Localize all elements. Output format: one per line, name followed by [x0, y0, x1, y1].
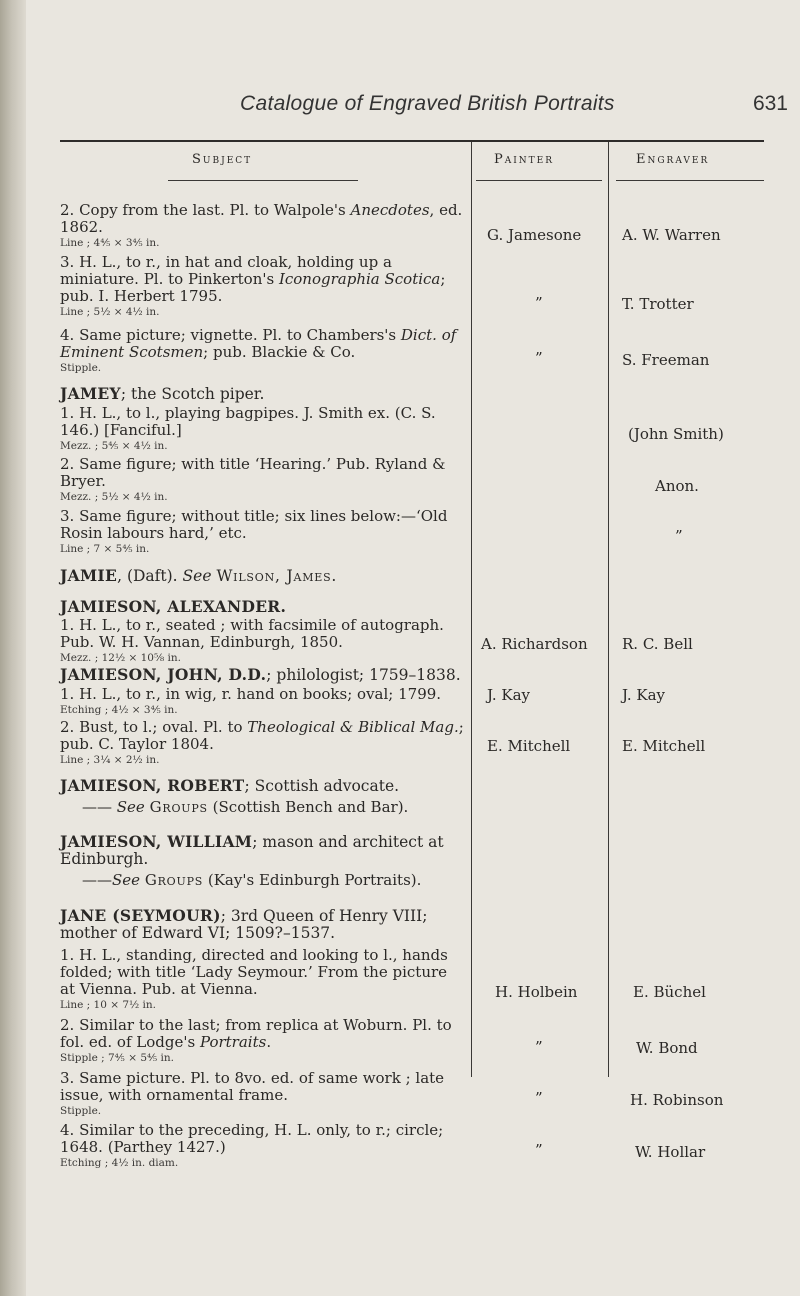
entry-jamey-old-rosin — [60, 508, 465, 556]
entry-description: 1. H. L., standing, directed and looking to l., hands folded; with title ‘Lady Seymour.’ From the picture at Vienna. Pub. at Vienna. — [60, 946, 448, 998]
column-divider-subject-painter — [471, 142, 472, 1077]
entry-description: 3. Same figure; without title; six lines below:—‘Old Rosin labours hard,’ etc. — [60, 507, 448, 542]
entry-description: 2. Same figure; with title ‘Hearing.’ Pub. Ryland & Bryer. — [60, 455, 446, 490]
entry-jamieson-alexander-seated — [60, 617, 465, 665]
entry-description: 1. H. L., to r., seated ; with facsimile of autograph. Pub. W. H. Vannan, Edinburgh, 1850. — [60, 616, 444, 651]
entry-description: 2. Copy from the last. Pl. to Walpole's Anecdotes, ed. 1862. — [60, 201, 463, 236]
engraver-header-rule — [616, 180, 764, 181]
entry-medium-size: Line ; 5½ × 4½ in. — [60, 306, 160, 318]
engraver-name: E. Büchel — [633, 983, 706, 1001]
engraver-name: J. Kay — [622, 686, 666, 704]
entry-medium-size: Mezz. ; 5½ × 4½ in. — [60, 491, 168, 503]
see-also-groups-bench: —— See Groups (Scottish Bench and Bar). — [82, 798, 409, 816]
entry-jane-8vo — [60, 1070, 465, 1118]
engraver-column-header: Engraver — [636, 152, 710, 167]
engraver-ditto-mark: ” — [675, 527, 683, 545]
heading-jamieson-john: JAMIESON, JOHN, D.D.; philologist; 1759–1838. — [60, 665, 461, 684]
heading-jamey: JAMEY; the Scotch piper. — [60, 384, 265, 403]
painter-ditto-mark: ” — [535, 1141, 543, 1159]
entry-jamesone-vignette — [60, 327, 465, 375]
entry-medium-size: Mezz. ; 5⅘ × 4½ in. — [60, 440, 168, 452]
painter-ditto-mark: ” — [535, 1038, 543, 1056]
entry-medium-size: Etching ; 4½ in. diam. — [60, 1157, 179, 1169]
entry-medium-size: Stipple. — [60, 362, 102, 374]
subject-column-header: Subject — [192, 152, 253, 167]
entry-medium-size: Line ; 3¼ × 2½ in. — [60, 754, 160, 766]
painter-ditto-mark: ” — [535, 1089, 543, 1107]
entry-description: 2. Similar to the last; from replica at Woburn. Pl. to fol. ed. of Lodge's Portraits. — [60, 1016, 452, 1051]
entry-description: 3. H. L., to r., in hat and cloak, holding up a miniature. Pl. to Pinkerton's Iconographia Scotica; pub. I. Herbert 1795. — [60, 253, 446, 305]
catalogue-page — [60, 0, 788, 1296]
entry-jane-woburn — [60, 1017, 465, 1065]
entry-medium-size: Line ; 4⅘ × 3⅘ in. — [60, 237, 160, 249]
table-top-rule — [60, 140, 764, 142]
entry-description: 3. Same picture. Pl. to 8vo. ed. of same work ; late issue, with ornamental frame. — [60, 1069, 445, 1104]
entry-description: 1. H. L., to l., playing bagpipes. J. Smith ex. (C. S. 146.) [Fanciful.] — [60, 404, 436, 439]
column-divider-painter-engraver — [608, 142, 609, 1077]
entry-jamesone-miniature — [60, 254, 465, 319]
heading-jamie: JAMIE, (Daft). See Wilson, James. — [60, 566, 338, 585]
engraver-name: E. Mitchell — [622, 737, 706, 755]
running-title: Catalogue of Engraved British Portraits — [240, 92, 615, 115]
painter-name: A. Richardson — [481, 635, 588, 653]
painter-ditto-mark: ” — [535, 349, 543, 367]
entry-jamieson-john-wig — [60, 686, 465, 717]
painter-name: H. Holbein — [495, 983, 578, 1001]
engraver-name: S. Freeman — [622, 351, 710, 369]
entry-medium-size: Line ; 10 × 7½ in. — [60, 999, 157, 1011]
entry-jane-vienna — [60, 947, 465, 1012]
entry-description: 1. H. L., to r., in wig, r. hand on books; oval; 1799. — [60, 685, 442, 703]
entry-jamey-hearing — [60, 456, 465, 504]
entry-jamieson-john-bust — [60, 719, 465, 767]
heading-jamieson-alexander: JAMIESON, ALEXANDER. — [60, 597, 287, 616]
entry-medium-size: Mezz. ; 12½ × 10⅝ in. — [60, 652, 181, 664]
entry-medium-size: Stipple. — [60, 1105, 102, 1117]
engraver-name: W. Hollar — [635, 1143, 706, 1161]
engraver-name: A. W. Warren — [622, 226, 721, 244]
running-head — [60, 92, 788, 122]
entry-description: 2. Bust, to l.; oval. Pl. to Theological & Biblical Mag.; pub. C. Taylor 1804. — [60, 718, 464, 753]
entry-jamesone-copy-walpole — [60, 202, 465, 250]
engraver-name: W. Bond — [636, 1039, 698, 1057]
entry-medium-size: Line ; 7 × 5⅘ in. — [60, 543, 150, 555]
engraver-name: T. Trotter — [622, 295, 694, 313]
engraver-name: (John Smith) — [628, 425, 724, 443]
entry-medium-size: Stipple ; 7⅘ × 5⅘ in. — [60, 1052, 174, 1064]
page-number: 631 — [752, 92, 788, 115]
painter-column-header: Painter — [494, 152, 555, 167]
painter-name: E. Mitchell — [487, 737, 571, 755]
painter-header-rule — [476, 180, 602, 181]
engraver-name: Anon. — [655, 477, 699, 495]
see-also-groups-kay: ——See Groups (Kay's Edinburgh Portraits). — [82, 871, 422, 889]
subject-header-rule — [168, 180, 358, 181]
entry-jamey-bagpipes — [60, 405, 465, 453]
painter-name: J. Kay — [487, 686, 531, 704]
engraver-name: H. Robinson — [630, 1091, 724, 1109]
heading-jamieson-robert: JAMIESON, ROBERT; Scottish advocate. — [60, 776, 400, 795]
painter-name: G. Jamesone — [487, 226, 582, 244]
page-binding-shadow — [0, 0, 26, 1296]
heading-jamieson-william: JAMIESON, WILLIAM; mason and architect at Edinburgh. — [60, 832, 444, 868]
entry-jane-hollar — [60, 1122, 465, 1170]
heading-jane-seymour: JANE (SEYMOUR); 3rd Queen of Henry VIII; mother of Edward VI; 1509?–1537. — [60, 906, 428, 942]
painter-ditto-mark: ” — [535, 294, 543, 312]
entry-description: 4. Similar to the preceding, H. L. only, to r.; circle; 1648. (Parthey 1427.) — [60, 1121, 444, 1156]
engraver-name: R. C. Bell — [622, 635, 693, 653]
entry-description: 4. Same picture; vignette. Pl. to Chambers's Dict. of Eminent Scotsmen; pub. Blackie & Co. — [60, 326, 457, 361]
entry-medium-size: Etching ; 4½ × 3⅘ in. — [60, 704, 178, 716]
